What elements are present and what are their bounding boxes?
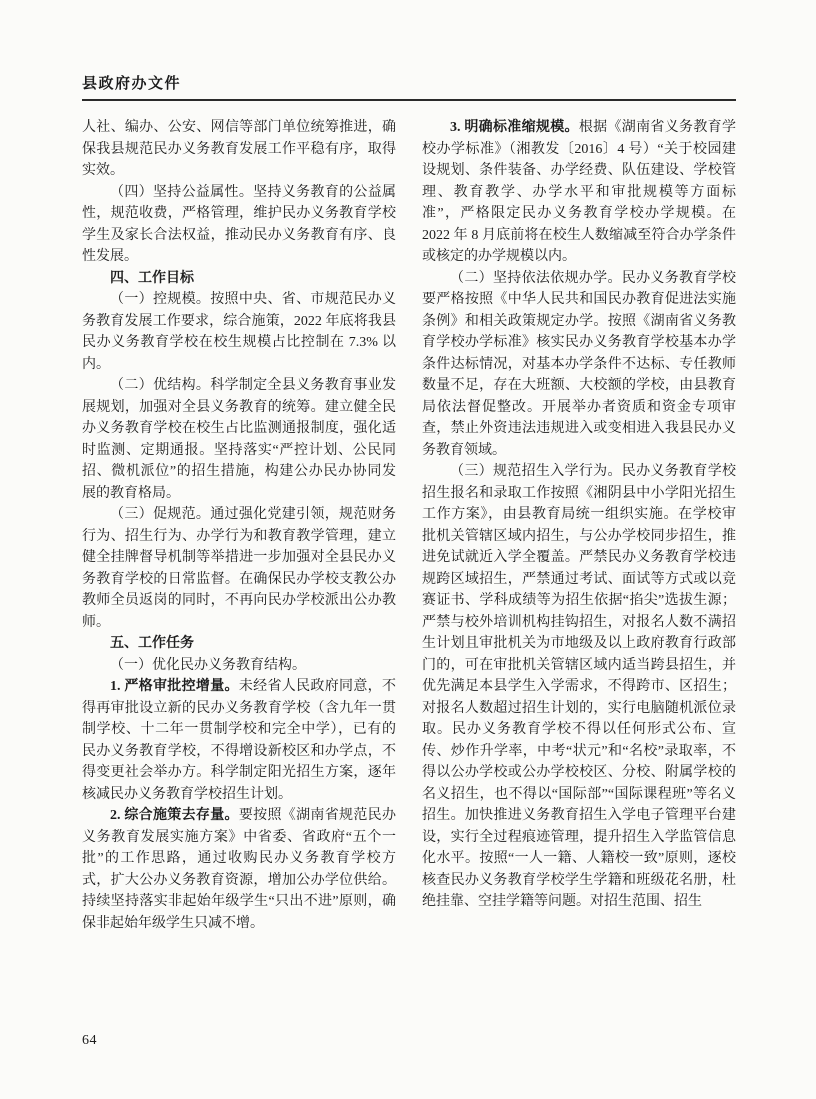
paragraph-lead: （二）优结构。 [110,378,211,393]
paragraph-text: 通过强化党建引领，规范财务行为、招生行为、办学行为和教育教学管理，建立健全挂牌督导机制等举措进一步加强对全县民办义务教育学校的日常监督。在确保民办学校支教公办教师全员返岗的同时，不再向民办学校派出公办教师。 [82,507,397,630]
paragraph-text: 要按照《湖南省规范民办义务教育发展实施方案》中省委、省政府“五个一批”的工作思路，通过收购民办义务教育学校方式，扩大公办义务教育资源，增加公办学位供给。持续坚持落实非起始年级学生“只出不进”原则，确保非起始年级学生只减不增。 [82,808,397,931]
document-body [82,117,736,934]
paragraph [82,676,396,805]
paragraph-lead: （一）控规模。 [110,292,211,307]
paragraph-text: 根据《湖南省义务教育学校办学标准》（湘教发〔2016〕4 号）“关于校园建设规划、条件装备、办学经费、队伍建设、学校管理、教育教学、办学水平和审批规模等方面标准”，严格限定民办义务教育学校办学规模。在 2022 年 8 月底前将在校生人数缩减至符合办学条件或核定的办学规模以内。 [422,120,737,264]
paragraph-text: 科学制定全县义务教育事业发展规划，加强对全县义务教育的统筹。建立健全民办义务教育学校在校生占比监测通报制度，强化适时监测、定期通报。坚持落实“严控计划、公民同招、微机派位”的招生措施，构建公办民办协同发展的教育格局。 [82,378,397,501]
paragraph [82,655,396,677]
paragraph [422,268,736,462]
page-number: 64 [82,1033,97,1048]
paragraph-lead: （二）坚持依法依规办学。 [450,270,622,286]
paragraph-lead: 3. 明确标准缩规模。 [450,120,579,135]
paragraph [82,805,396,934]
paragraph [82,182,396,268]
paragraph-lead: 2. 综合施策去存量。 [110,808,239,823]
paragraph-lead: （三）促规范。 [110,507,211,522]
paragraph-text: 按照中央、省、市规范民办义务教育发展工作要求，综合施策，2022 年底将我县民办义务教育学校在校生规模占比控制在 7.3% 以内。 [82,292,397,372]
paragraph [422,117,736,268]
paragraph [82,504,396,633]
header-divider [82,99,736,101]
paragraph-lead: （三）规范招生入学行为。 [450,464,622,479]
paragraph-text: 未经省人民政府同意，不得再审批设立新的民办义务教育学校（含九年一贯制学校、十二年一贯制学校和完全中学），已有的民办义务教育学校，不得增设新校区和办学点，不得变更社会举办方。科学制定阳光招生方案，逐年核减民办义务教育学校招生计划。 [82,679,397,802]
paragraph-text: 人社、编办、公安、网信等部门单位统筹推进，确保我县规范民办义务教育发展工作平稳有序，取得实效。 [82,120,396,178]
paragraph-lead: （四）坚持公益属性。 [110,184,254,200]
section-heading [82,268,396,290]
paragraph [422,461,736,913]
paragraph-text: 坚持义务教育的公益属性，规范收费，严格管理，维护民办义务教育学校学生及家长合法权益，推动民办义务教育有序、良性发展。 [82,184,397,264]
section-heading [82,633,396,655]
paragraph-text: （一）优化民办义务教育结构。 [110,657,306,673]
paragraph-text: 民办义务教育学校要严格按照《中华人民共和国民办教育促进法实施条例》和相关政策规定办学。按照《湖南省义务教育学校办学标准》核实民办义务教育学校基本办学条件达标情况，对基本办学条件不达标、专任教师数量不足，存在大班额、大校额的学校，由县教育局依法督促整改。开展举办者资质和资金专项审查，禁止外资违法违规进入或变相进入我县民办义务教育领域。 [422,270,737,458]
page-header-title: 县政府办文件 [82,76,182,92]
right-column [422,117,736,934]
paragraph-text: 民办义务教育学校招生报名和录取工作按照《湘阴县中小学阳光招生工作方案》，由县教育局统一组织实施。在学校审批机关管辖区域内招生，与公办学校同步招生，推进免试就近入学全覆盖。严禁民办义务教育学校违规跨区域招生，严禁通过考试、面试等方式或以竞赛证书、学科成绩等为招生依据“掐尖”选拔生源；严禁与校外培训机构挂钩招生，对报名人数不满招生计划且审批机关为市地级及以上政府教育行政部门的，可在审批机关管辖区域内适当跨县招生，并优先满足本县学生入学需求，不得跨市、区招生；对报名人数超过招生计划的，实行电脑随机派位录取。民办义务教育学校不得以任何形式公布、宣传、炒作升学率，中考“状元”和“名校”录取率，不得以公办学校或公办学校校区、分校、附属学校的名义招生，也不得以“国际部”“国际课程班”等名义招生。加快推进义务教育招生入学电子管理平台建设，实行全过程痕迹管理，提升招生入学监管信息化水平。按照“一人一籍、人籍校一致”原则，逐校核查民办义务教育学校学生学籍和班级花名册，杜绝挂靠、空挂学籍等问题。对招生范围、招生 [422,464,737,909]
paragraph [82,375,396,504]
paragraph [82,289,396,375]
document-header [82,72,736,101]
paragraph-lead: 1. 严格审批控增量。 [110,679,239,694]
paragraph [82,117,396,182]
heading-text: 四、工作目标 [110,270,194,286]
heading-text: 五、工作任务 [110,636,194,651]
left-column [82,117,396,934]
